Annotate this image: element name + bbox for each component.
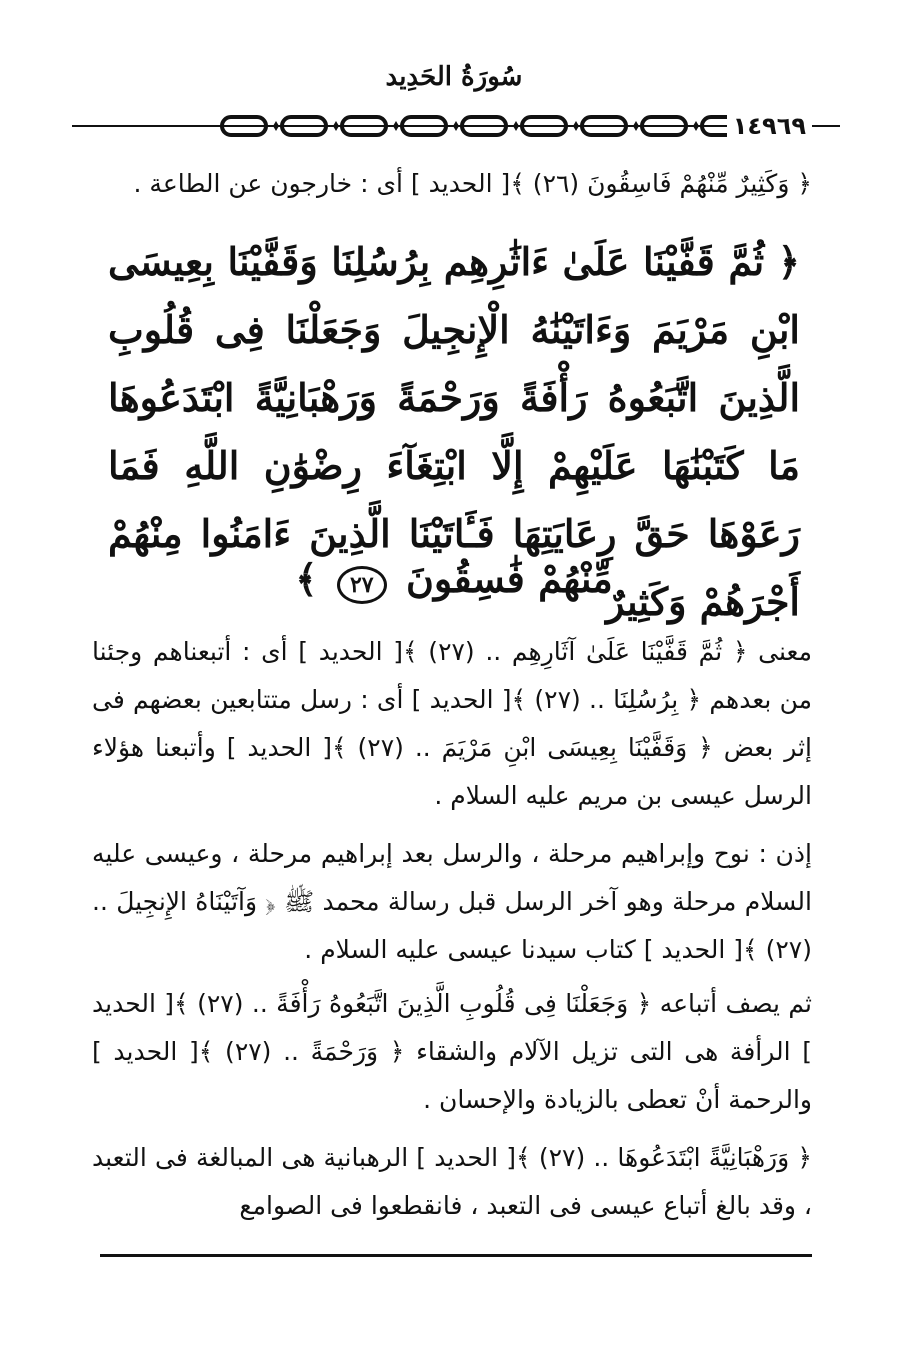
intro-line: ﴿ وَكَثِيرٌ مِّنْهُمْ فَاسِقُونَ (٢٦) ﴾[ الحديد ] أى : خارجون عن الطاعة . [133, 169, 812, 198]
commentary-paragraph-1: معنى ﴿ ثُمَّ قَفَّيْنَا عَلَىٰ آثَارِهِم .. (٢٧) ﴾[ الحديد ] أى : أتبعناهم وجئنا من بعدهم ﴿ بِرُسُلِنَا .. (٢٧) ﴾[ الحديد ] أى : رسل متتابعين بعضهم فى إثر بعض ﴿ وَقَفَّيْنَا بِعِيسَى ابْنِ مَرْيَمَ .. (٢٧) ﴾[ الحديد ] وأتبعنا هؤلاء الرسل عيسى بن مريم عليه السلام . [92, 637, 813, 810]
ayah-number-badge: ٢٧ [337, 566, 387, 604]
verse-last-line [0, 556, 908, 604]
commentary-paragraph-4: ﴿ وَرَهْبَانِيَّةً ابْتَدَعُوهَا .. (٢٧) ﴾[ الحديد ] الرهبانية هى المبالغة فى التعبد ، وقد بالغ أتباع عيسى فى التعبد ، فانقطعوا فى الصوامع [92, 1143, 812, 1220]
verse-close-ornament: ﴾ [295, 556, 318, 601]
page-number: ١٤٩٦٩ [727, 112, 812, 140]
commentary-paragraph-2: إذن : نوح وإبراهيم مرحلة ، والرسل بعد إبراهيم مرحلة ، وعيسى عليه السلام مرحلة وهو آخر الرسل قبل رسالة محمد ﷺ ﴿ وَآتَيْنَاهُ الإِنجِيلَ .. (٢٧) ﴾[ الحديد ] كتاب سيدنا عيسى عليه السلام . [92, 839, 812, 964]
verse-last-words: مِّنْهُمْ فَٰسِقُونَ [406, 556, 613, 601]
commentary-paragraph-3: ثم يصف أتباعه ﴿ وَجَعَلْنَا فِى قُلُوبِ الَّذِينَ اتَّبَعُوهُ رَأْفَةً .. (٢٧) ﴾[ الحديد ] الرأفة هى التى تزيل الآلام والشقاء ﴿ وَرَحْمَةً .. (٢٧) ﴾[ الحديد ] والرحمة أنْ تعطى بالزيادة والإحسان . [92, 989, 812, 1114]
ornamental-border [72, 112, 840, 140]
footer-rule [100, 1254, 812, 1257]
quran-verse: ﴿ ثُمَّ قَفَّيْنَا عَلَىٰ ءَاثَٰرِهِم بِرُسُلِنَا وَقَفَّيْنَا بِعِيسَى ابْنِ مَرْيَمَ وَءَاتَيْنَٰهُ الْإِنجِيلَ وَجَعَلْنَا فِى قُلُوبِ الَّذِينَ اتَّبَعُوهُ رَأْفَةً وَرَحْمَةً وَرَهْبَانِيَّةً ابْتَدَعُوهَا مَا كَتَبْنَٰهَا عَلَيْهِمْ إِلَّا ابْتِغَآءَ رِضْوَٰنِ اللَّهِ فَمَا رَعَوْهَا حَقَّ رِعَايَتِهَا فَـَٔاتَيْنَا الَّذِينَ ءَامَنُوا مِنْهُمْ أَجْرَهُمْ وَكَثِيرٌ [108, 239, 800, 624]
surah-title: سُورَةُ الحَدِيد [385, 62, 523, 92]
